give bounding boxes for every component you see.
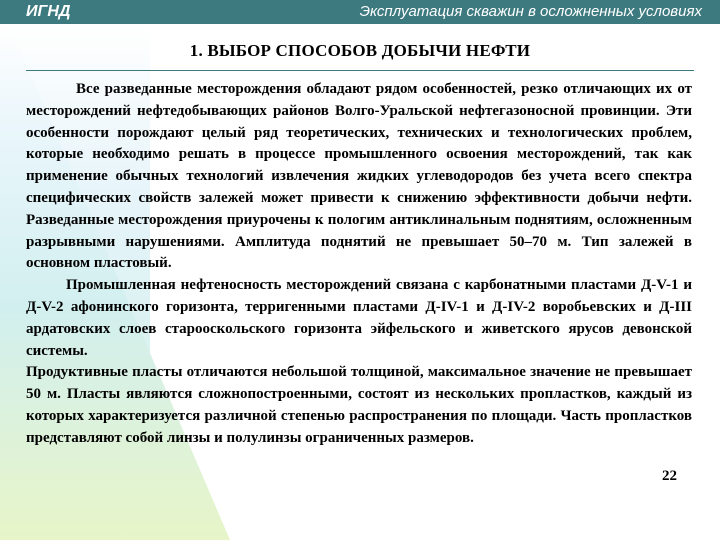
title-divider: [26, 70, 694, 71]
paragraph-2: Промышленная нефтеносность месторождений связана с карбонатными пластами Д-V-1 и Д-V-2 афонинского горизонта, терригенными пластами Д-IV-1 и Д-IV-2 воробьевских и Д-III ардатовских слоев старооскольского горизонта эйфельского и живетского ярусов девонской системы.: [26, 277, 692, 359]
paragraph-3: Продуктивные пласты отличаются небольшой толщиной, максимальное значение не превышает 50 м. Пласты являются сложнопостроенными, состоят из нескольких пропластков, каждый из которых характеризуется различной степенью распространения по площади. Часть пропластков представляют собой линзы и полулинзы ограниченных размеров.: [26, 364, 692, 446]
paragraph-1: Все разведанные месторождения обладают рядом особенностей, резко отличающих их от месторождений нефтедобывающих районов Волго-Уральской нефтегазоносной провинции. Эти особенности порождают целый ряд теоретических, технических и технологических проблем, которые необходимо решать в процессе промышленного освоения месторождений, так как применение обычных технологий извлечения жидких углеводородов без учета всего спектра специфических свойств залежей может привести к снижению эффективности добычи нефти. Разведанные месторождения приурочены к пологим антиклинальным поднятиям, осложненным разрывными нарушениями. Амплитуда поднятий не превышает 50–70 м. Тип залежей в основном пластовый.: [26, 81, 692, 272]
header-course-title: Эксплуатация скважин в осложненных условиях: [359, 3, 702, 20]
slide-title: 1. ВЫБОР СПОСОБОВ ДОБЫЧИ НЕФТИ: [189, 41, 531, 60]
slide-body: [26, 79, 692, 450]
header-bar: [0, 0, 720, 24]
page-number: 22: [662, 468, 677, 484]
header-org-label: ИГНД: [26, 3, 71, 20]
